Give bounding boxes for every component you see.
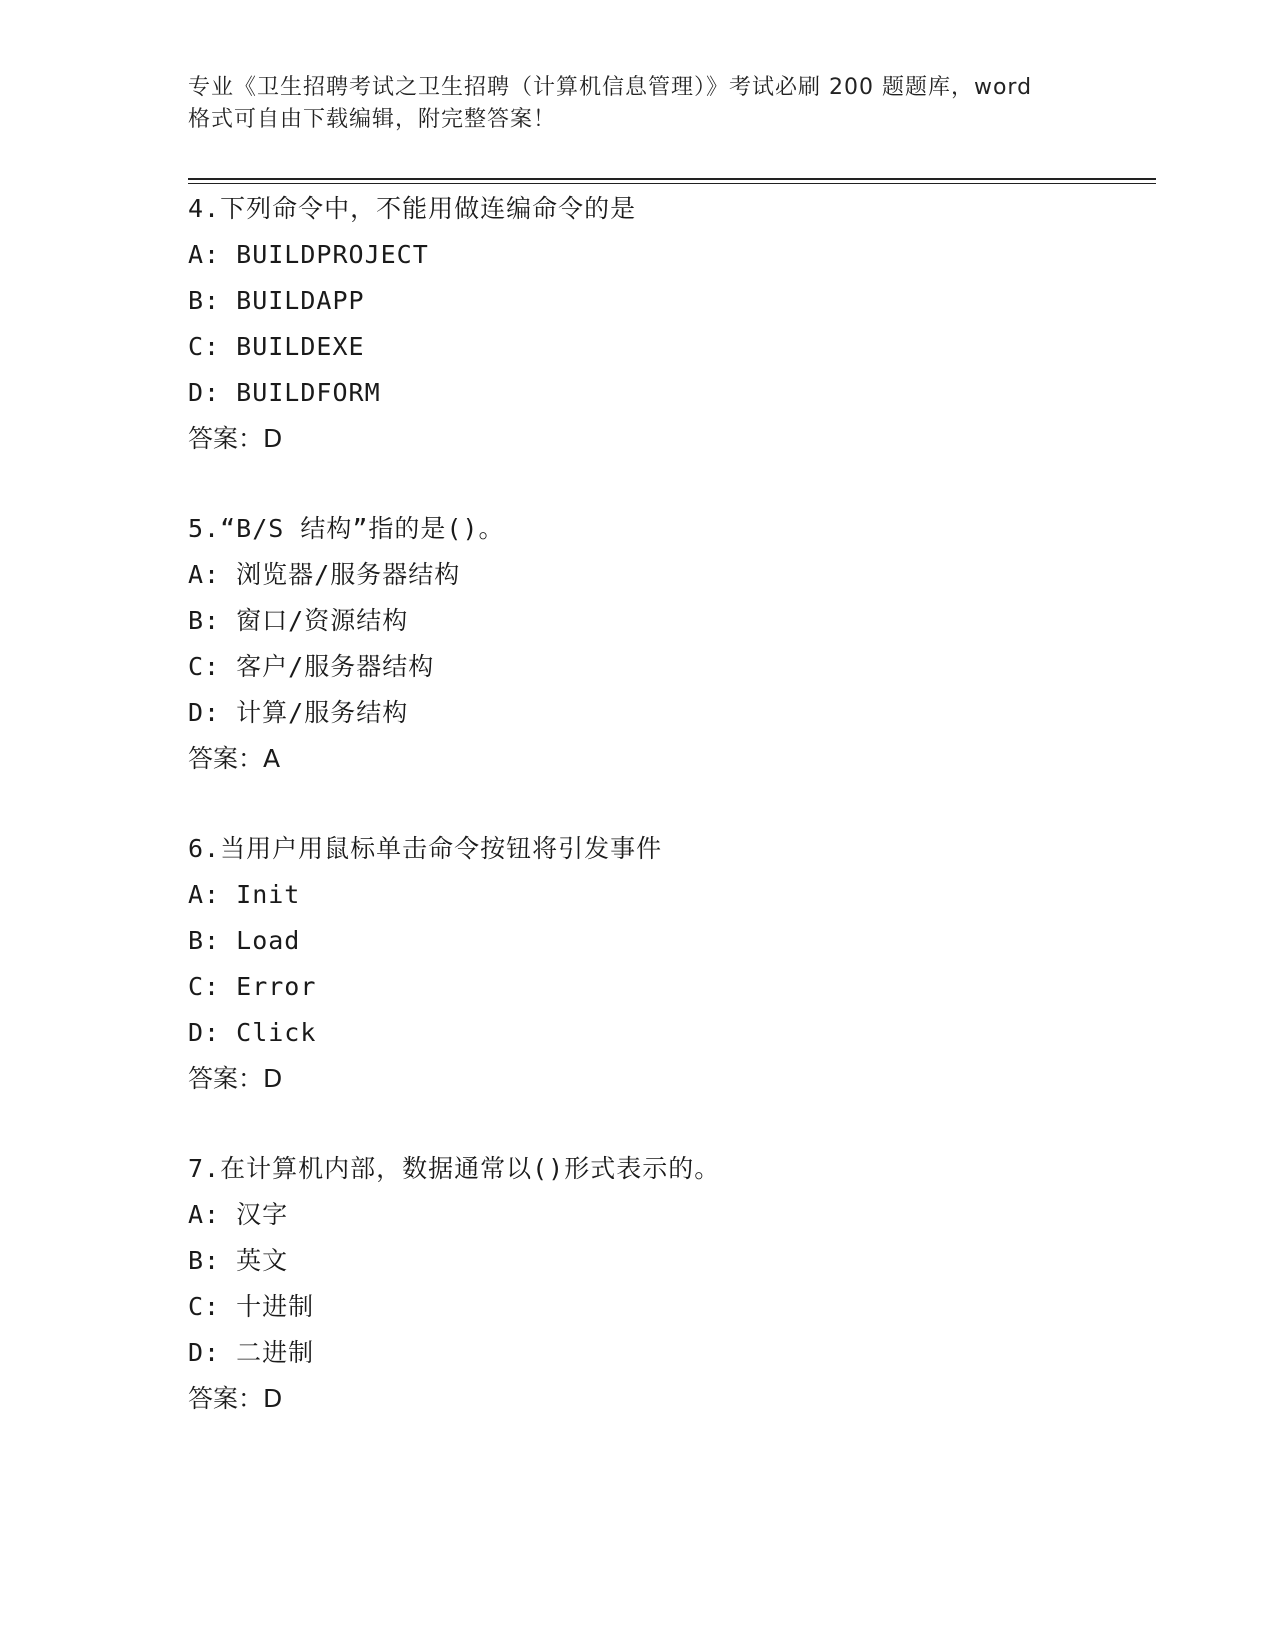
answer-line: 答案：D [188,1384,283,1413]
option-b: B: BUILDAPP [188,286,365,315]
header-divider-thick [188,178,1156,180]
option-d: D: Click [188,1018,317,1047]
question-4 [188,186,1148,462]
option-a: A: BUILDPROJECT [188,240,429,269]
option-d: D: 计算/服务结构 [188,698,409,727]
option-d: D: BUILDFORM [188,378,381,407]
option-b: B: 窗口/资源结构 [188,606,409,635]
document-header [188,72,1088,136]
option-c: C: 客户/服务器结构 [188,652,435,681]
answer-line: 答案：A [188,744,281,773]
header-line-2: 格式可自由下载编辑，附完整答案！ [188,107,557,132]
question-stem: 6.当用户用鼠标单击命令按钮将引发事件 [188,834,663,863]
option-c: C: BUILDEXE [188,332,365,361]
option-c: C: Error [188,972,317,1001]
question-stem: 4.下列命令中，不能用做连编命令的是 [188,194,637,223]
option-c: C: 十进制 [188,1292,315,1321]
header-divider-thin [188,183,1156,184]
header-line-1: 专业《卫生招聘考试之卫生招聘（计算机信息管理）》考试必刷 200 题题库，word [188,75,1033,100]
option-d: D: 二进制 [188,1338,315,1367]
answer-line: 答案：D [188,424,283,453]
option-b: B: Load [188,926,301,955]
option-a: A: 浏览器/服务器结构 [188,560,461,589]
question-stem: 7.在计算机内部，数据通常以()形式表示的。 [188,1154,721,1183]
question-stem: 5.“B/S 结构”指的是()。 [188,514,505,543]
question-7 [188,1146,1148,1422]
option-a: A: Init [188,880,301,909]
question-6 [188,826,1148,1102]
option-b: B: 英文 [188,1246,289,1275]
question-5 [188,506,1148,782]
option-a: A: 汉字 [188,1200,289,1229]
answer-line: 答案：D [188,1064,283,1093]
